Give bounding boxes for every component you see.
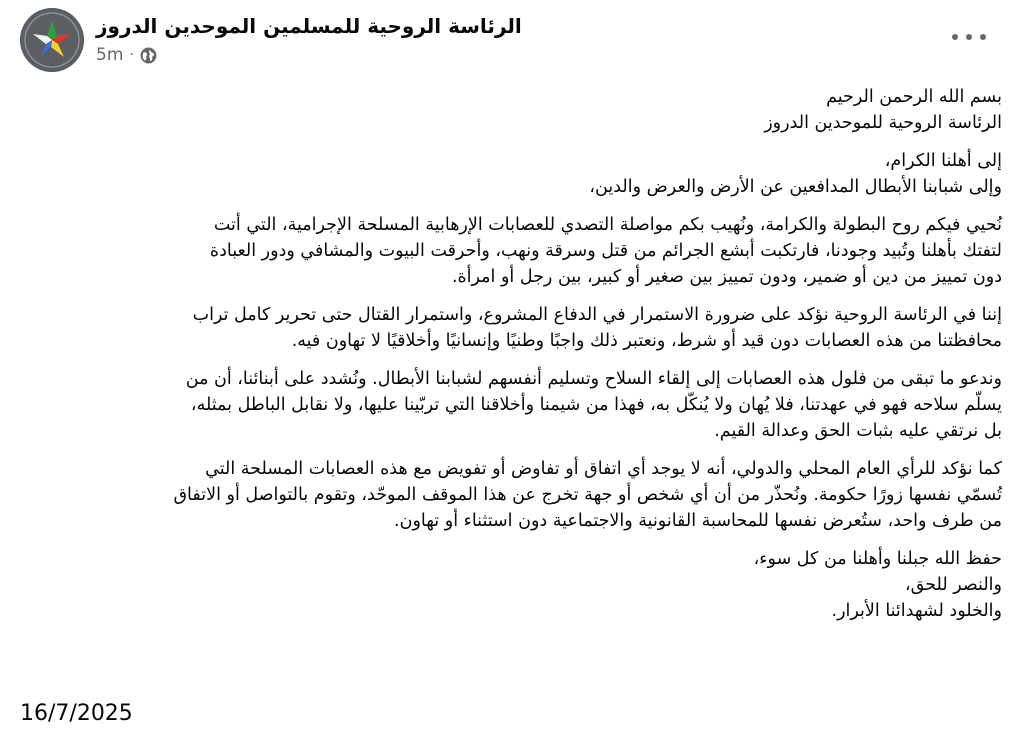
meta-separator: · (129, 47, 134, 63)
post-paragraph (20, 546, 1002, 624)
page-name[interactable]: الرئاسة الروحية للمسلمين الموحدين الدروز (96, 14, 522, 38)
post-paragraph (20, 456, 1002, 534)
post-text-line: محافظتنا من هذه العصابات دون قيد أو شرط، ونعتبر ذلك واجبًا وطنيًا وإنسانيًا وأخلاقيًا لا تهاون فيه. (291, 331, 1002, 351)
post-text-line: إننا في الرئاسة الروحية نؤكد على ضرورة الاستمرار في الدفاع المشروع، واستمرار القتال حتى تحرير كامل تراب (192, 305, 1002, 325)
dot-icon (952, 34, 958, 40)
globe-icon[interactable] (140, 47, 157, 64)
post-paragraph (20, 366, 1002, 444)
post-time[interactable]: 5m (96, 45, 124, 65)
post-text (20, 84, 1002, 636)
post-text-line: بسم الله الرحمن الرحيم (826, 87, 1002, 107)
post-text-line: الرئاسة الروحية للموحدين الدروز (764, 113, 1002, 133)
post-text-line: تُسمّي نفسها زورًا حكومة. ونُحذّر من أن أي شخص أو جهة تخرج عن هذا الموقف الموحّد، وتقوم بالتواصل أو الاتفاق (173, 485, 1002, 505)
post-paragraph (20, 212, 1002, 290)
post-text-line: حفظ الله جبلنا وأهلنا من كل سوء، (753, 549, 1002, 569)
post-text-line: والنصر للحق، (905, 575, 1002, 595)
more-options-icon[interactable] (952, 26, 986, 48)
post-text-line: من طرف واحد، ستُعرض نفسها للمحاسبة القانونية والاجتماعية دون استثناء أو تهاون. (394, 511, 1002, 531)
post-text-line: إلى أهلنا الكرام، (884, 151, 1002, 171)
post-text-line: دون تمييز من دين أو ضمير، ودون تمييز بين صغير أو كبير، بين رجل أو امرأة. (451, 267, 1002, 287)
dot-icon (966, 34, 972, 40)
post-text-line: وإلى شبابنا الأبطال المدافعين عن الأرض والعرض والدين، (589, 177, 1002, 197)
post-meta (96, 45, 157, 65)
post-text-line: وندعو ما تبقى من فلول هذه العصابات إلى إلقاء السلاح وتسليم أنفسهم لشبابنا الأبطال. ونُشدد على أبنائنا، أن من (185, 369, 1002, 389)
post-text-line: كما نؤكد للرأي العام المحلي والدولي، أنه لا يوجد أي اتفاق أو تفاوض أو تفويض مع هذه العصابات المسلحة التي (205, 459, 1002, 479)
post-paragraph (20, 84, 1002, 136)
post-date: 16/7/2025 (20, 701, 133, 726)
post-text-line: يسلّم سلاحه فهو في عهدتنا، فلا يُهان ولا يُنكّل به، فهذا من شيمنا وأخلاقنا التي تربّينا عليها، ولا نقابل الباطل بمثله، (190, 395, 1002, 415)
post-text-line: والخلود لشهدائنا الأبرار. (831, 601, 1002, 621)
page-avatar[interactable] (20, 8, 84, 72)
post-text-line: بل نرتقي عليه بثبات الحق وعدالة القيم. (714, 421, 1002, 441)
druze-star-logo-icon (20, 8, 84, 72)
dot-icon (980, 34, 986, 40)
post-text-line: نُحيي فيكم روح البطولة والكرامة، ونُهيب بكم مواصلة التصدي للعصابات الإرهابية المسلحة الإجرامية، التي أتت (213, 215, 1002, 235)
post-paragraph (20, 148, 1002, 200)
post-text-line: لتفتك بأهلنا وتُبيد وجودنا، فارتكبت أبشع الجرائم من قتل وسرقة ونهب، وأحرقت البيوت والمشافي ودور العبادة (209, 241, 1002, 261)
post-paragraph (20, 302, 1002, 354)
